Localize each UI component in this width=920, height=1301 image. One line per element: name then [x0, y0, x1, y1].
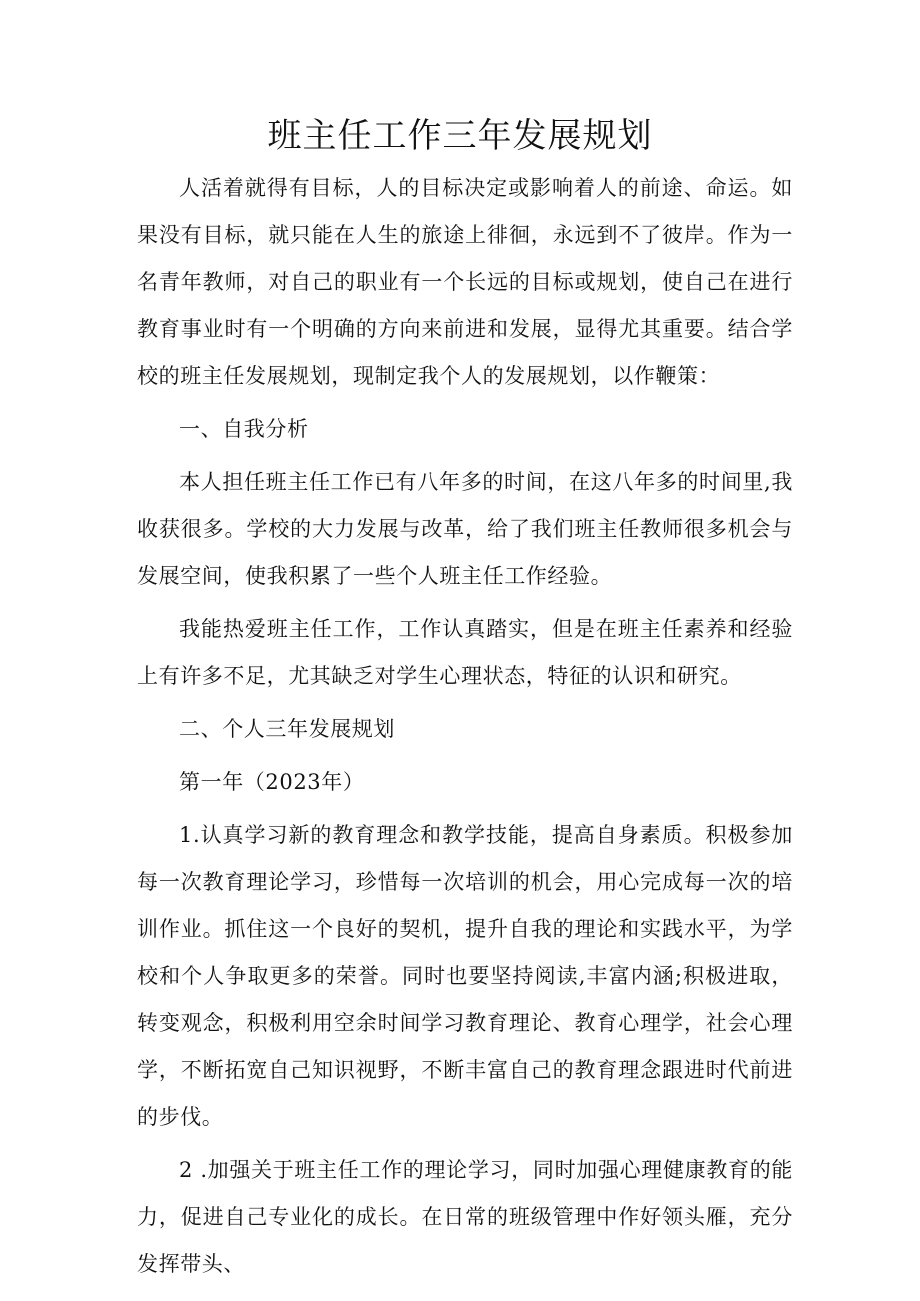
document-title: 班主任工作三年发展规划 — [267, 116, 653, 156]
document-body — [137, 165, 793, 1288]
subheading-first-year: 第一年（2023年） — [179, 770, 365, 794]
plan-item-2: 2 .加强关于班主任工作的理论学习，同时加强心理健康教育的能力，促进自己专业化的成长。在日常的班级管理中作好领头雁，充分发挥带头、 — [137, 1158, 793, 1276]
section-heading-self-analysis: 一、自我分析 — [179, 417, 309, 441]
self-analysis-paragraph-1: 本人担任班主任工作已有八年多的时间，在这八年多的时间里,我收获很多。学校的大力发展与改革，给了我们班主任教师很多机会与发展空间，使我积累了一些个人班主任工作经验。 — [137, 470, 793, 588]
section-heading-three-year-plan: 二、个人三年发展规划 — [179, 717, 395, 741]
intro-paragraph: 人活着就得有目标，人的目标决定或影响着人的前途、命运。如果没有目标，就只能在人生的旅途上徘徊，永远到不了彼岸。作为一名青年教师，对自己的职业有一个长远的目标或规划，使自己在进行教育事业时有一个明确的方向来前进和发展，显得尤其重要。结合学校的班主任发展规划，现制定我个人的发展规划，以作鞭策： — [137, 176, 793, 388]
self-analysis-paragraph-2: 我能热爱班主任工作，工作认真踏实，但是在班主任素养和经验上有许多不足，尤其缺乏对学生心理状态，特征的认识和研究。 — [137, 617, 793, 688]
plan-item-1: 1.认真学习新的教育理念和教学技能，提高自身素质。积极参加每一次教育理论学习，珍惜每一次培训的机会，用心完成每一次的培训作业。抓住这一个良好的契机，提升自我的理论和实践水平，为学校和个人争取更多的荣誉。同时也要坚持阅读,丰富内涵;积极进取，转变观念，积极利用空余时间学习教育理论、教育心理学，社会心理学，不断拓宽自己知识视野，不断丰富自己的教育理念跟进时代前进的步伐。 — [137, 823, 793, 1129]
